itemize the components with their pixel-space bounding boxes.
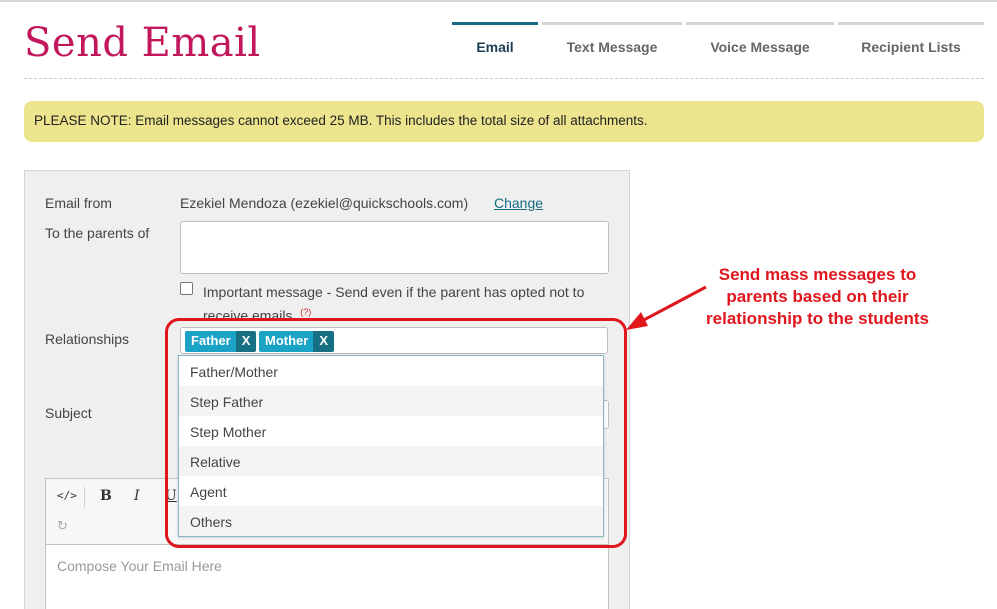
size-limit-notice: PLEASE NOTE: Email messages cannot exceed 25 MB. This includes the total size of all attachments. xyxy=(24,101,984,142)
code-view-icon[interactable]: </> xyxy=(57,489,77,502)
dropdown-option[interactable]: Step Father xyxy=(179,386,603,416)
to-parents-label: To the parents of xyxy=(45,225,150,241)
help-icon[interactable]: (?) xyxy=(300,307,312,317)
chip-label: Father xyxy=(185,331,236,352)
dropdown-option[interactable]: Relative xyxy=(179,446,603,476)
tab-text-message[interactable]: Text Message xyxy=(542,22,682,62)
tab-voice-message[interactable]: Voice Message xyxy=(686,22,834,62)
tab-email[interactable]: Email xyxy=(452,22,538,62)
annotation-line: Send mass messages to xyxy=(718,265,917,284)
underline-button[interactable]: U xyxy=(165,488,177,504)
annotation-callout xyxy=(690,264,945,330)
annotation-line: parents based on their xyxy=(726,287,909,306)
subject-label: Subject xyxy=(45,405,92,421)
chip-remove-button[interactable]: X xyxy=(236,331,257,352)
tab-bar xyxy=(452,22,984,62)
page-title: Send Email xyxy=(24,20,261,66)
redo-icon[interactable]: ↻ xyxy=(57,519,68,534)
dropdown-option[interactable]: Agent xyxy=(190,484,227,500)
annotation-highlight-box xyxy=(165,318,627,548)
header-divider xyxy=(24,78,984,79)
chip-label: Mother xyxy=(259,331,313,352)
email-from-label: Email from xyxy=(45,195,112,211)
relationships-label: Relationships xyxy=(45,331,130,347)
important-message-text: Important message - Send even if the parent has opted not to receive emails. xyxy=(203,284,585,324)
italic-button[interactable]: I xyxy=(134,488,140,504)
annotation-line: relationship to the students xyxy=(706,309,929,328)
dropdown-option[interactable]: Step Mother xyxy=(190,424,267,440)
dropdown-option[interactable]: Father/Mother xyxy=(190,364,278,380)
bold-button[interactable]: B xyxy=(100,488,112,504)
compose-body-input[interactable]: Compose Your Email Here xyxy=(57,558,222,574)
tab-recipient-lists[interactable]: Recipient Lists xyxy=(838,22,984,62)
toolbar-separator xyxy=(84,487,85,507)
important-message-checkbox[interactable] xyxy=(180,282,193,295)
to-parents-input[interactable] xyxy=(180,221,609,274)
dropdown-option[interactable]: Others xyxy=(179,506,603,536)
top-border xyxy=(0,0,997,2)
email-from-value: Ezekiel Mendoza (ezekiel@quickschools.com) xyxy=(180,195,469,211)
change-sender-link[interactable]: Change xyxy=(494,195,544,211)
chip-remove-button[interactable]: X xyxy=(313,331,334,352)
